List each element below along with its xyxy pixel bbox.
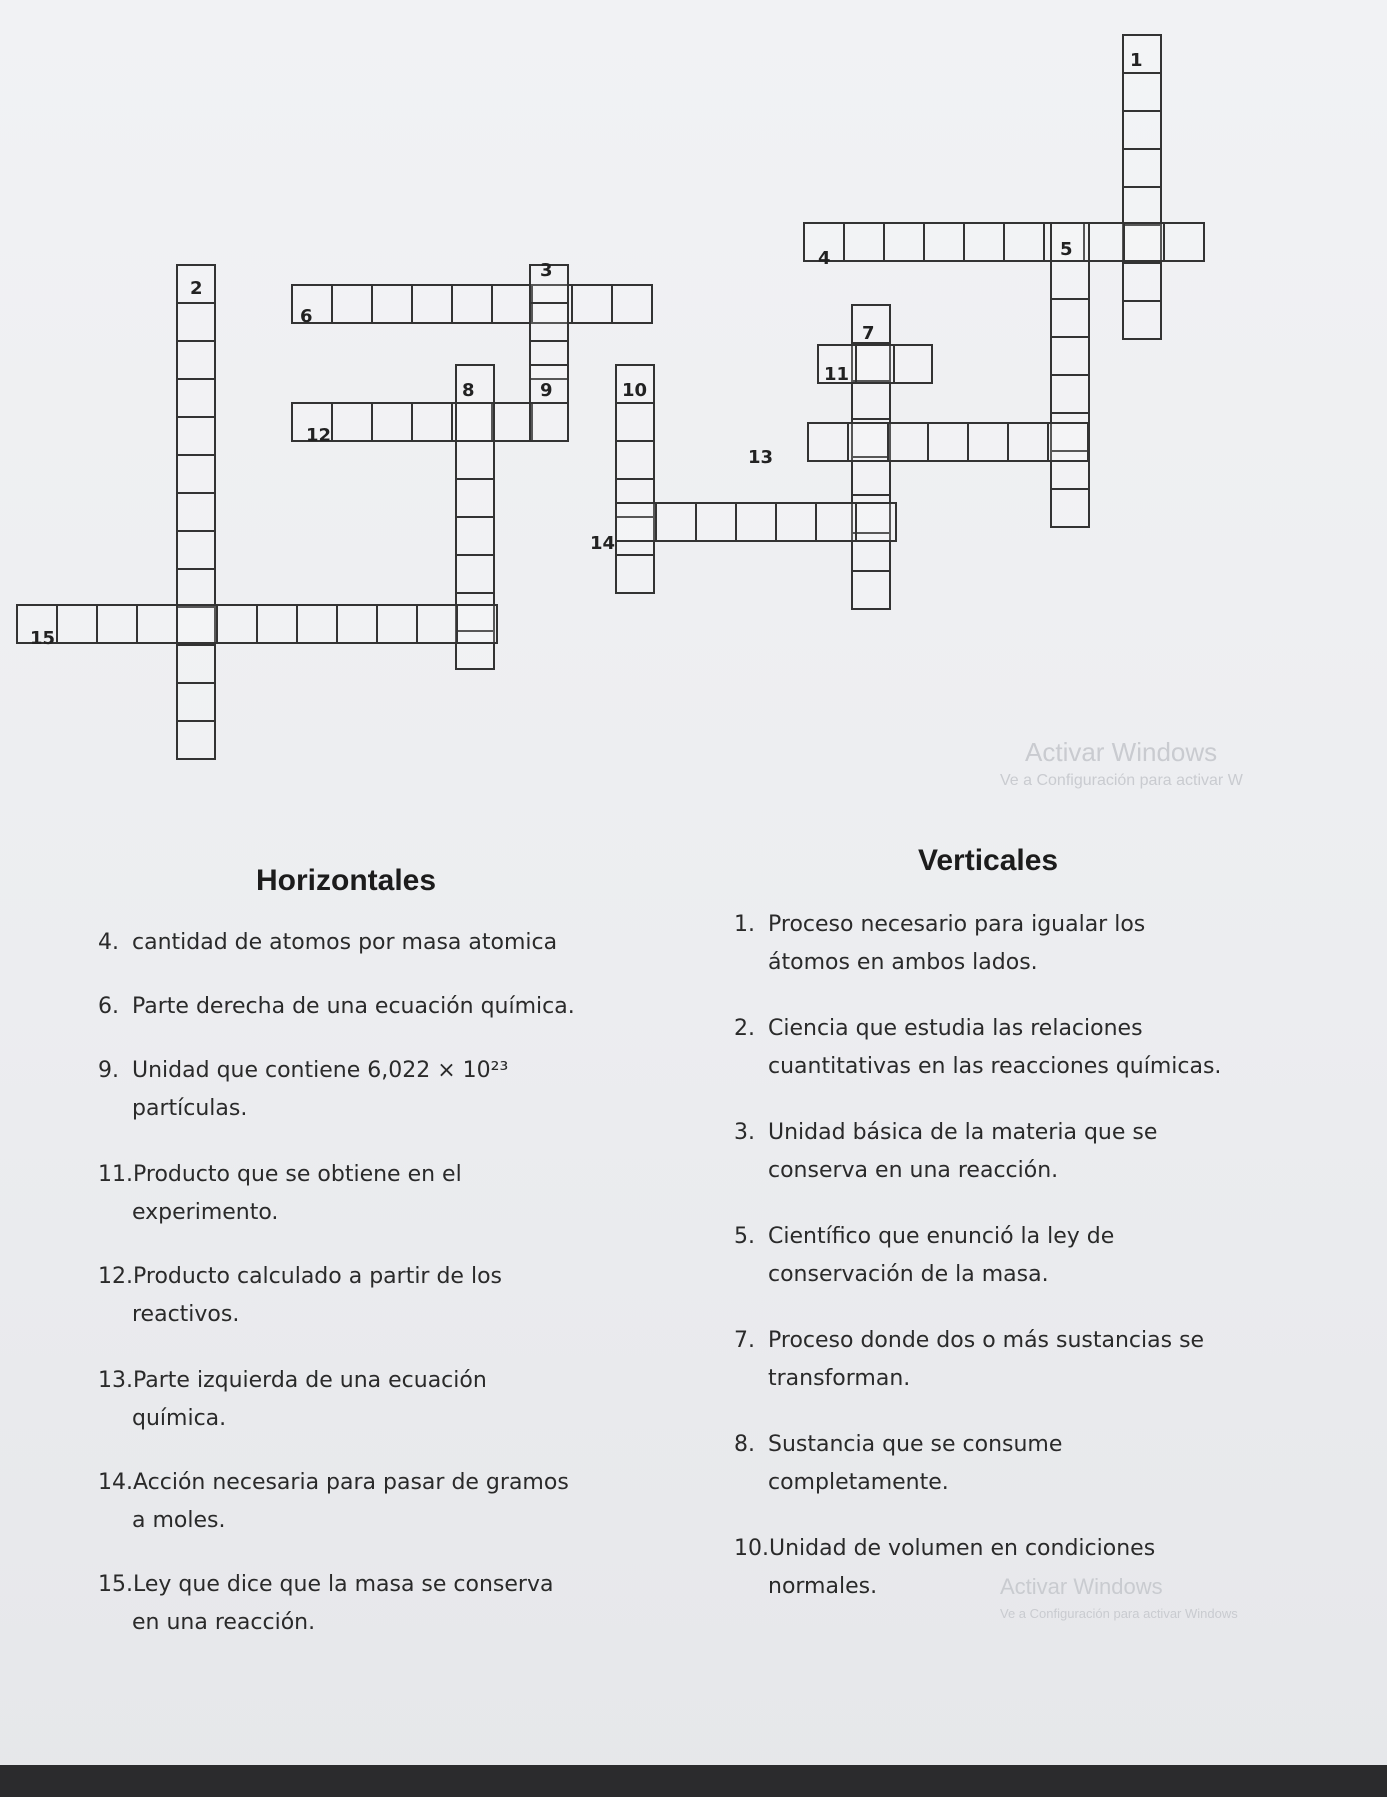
clue-number: 7.: [734, 1328, 755, 1353]
crossword-cell[interactable]: [616, 441, 654, 479]
clue-number-label: 6: [300, 306, 313, 327]
clue-text: átomos en ambos lados.: [768, 950, 1038, 975]
crossword-grid: [0, 0, 1387, 860]
crossword-cell[interactable]: [1004, 223, 1044, 261]
clue-text: Científico que enunció la ley de: [768, 1224, 1115, 1249]
clue-number: 14.: [98, 1470, 133, 1495]
clue-number-label: 7: [862, 323, 875, 344]
crossword-cell[interactable]: [894, 345, 932, 383]
crossword-cell[interactable]: [332, 403, 372, 441]
clue-text: conservación de la masa.: [768, 1262, 1049, 1287]
clue-number-label: 10: [622, 380, 648, 401]
crossword-cell[interactable]: [852, 381, 890, 419]
clue-number: 13.: [98, 1368, 133, 1393]
clue-text: Unidad básica de la materia que se: [768, 1120, 1158, 1145]
windows-watermark-2: [1000, 1574, 1163, 1600]
crossword-cell[interactable]: [177, 645, 215, 683]
crossword-cell[interactable]: [332, 285, 372, 323]
crossword-cell[interactable]: [1051, 337, 1089, 375]
crossword-cell[interactable]: [177, 531, 215, 569]
windows-watermark-sub: [1000, 772, 1243, 790]
crossword-cell[interactable]: [1123, 149, 1161, 187]
crossword-cell[interactable]: [412, 403, 452, 441]
clue-number: 10.: [734, 1536, 769, 1561]
clue-text: reactivos.: [132, 1302, 240, 1327]
crossword-cell[interactable]: [492, 403, 532, 441]
horizontal-clue: [98, 1156, 658, 1232]
windows-watermark-sub-2: [1000, 1606, 1238, 1621]
crossword-cell[interactable]: [457, 605, 497, 643]
clue-text: Proceso necesario para igualar los: [768, 912, 1146, 937]
clue-number-label: 15: [30, 628, 56, 649]
clue-text: Producto calculado a partir de los: [133, 1264, 502, 1289]
crossword-cell[interactable]: [1048, 423, 1088, 461]
clue-number: 9.: [98, 1058, 119, 1083]
clue-text: a moles.: [132, 1508, 226, 1533]
clue-number-label: 9: [540, 380, 553, 401]
clue-text: cantidad de atomos por masa atomica: [132, 930, 558, 955]
crossword-cell[interactable]: [1123, 301, 1161, 339]
horizontal-clue: [98, 988, 658, 1026]
crossword-cell[interactable]: [844, 223, 884, 261]
clue-text: Unidad que contiene 6,022 × 10²³: [132, 1058, 509, 1083]
clue-text: cuantitativas en las reacciones químicas.: [768, 1054, 1222, 1079]
crossword-cell[interactable]: [968, 423, 1008, 461]
crossword-cell[interactable]: [177, 605, 217, 643]
clue-number: 5.: [734, 1224, 755, 1249]
clue-text: Acción necesaria para pasar de gramos: [133, 1470, 569, 1495]
clue-text: normales.: [768, 1574, 878, 1599]
crossword-cell[interactable]: [572, 285, 612, 323]
horizontal-clue: [98, 1052, 658, 1128]
crossword-cell[interactable]: [848, 423, 888, 461]
clue-text: transforman.: [768, 1366, 911, 1391]
crossword-cell[interactable]: [137, 605, 177, 643]
crossword-cell[interactable]: [177, 721, 215, 759]
clue-number-label: 5: [1060, 239, 1073, 260]
clue-text: Unidad de volumen en condiciones: [769, 1536, 1156, 1561]
clue-text: química.: [132, 1406, 227, 1431]
clue-number: 2.: [734, 1016, 755, 1041]
watermark-title-2: Activar Windows: [1000, 1574, 1163, 1599]
clue-number-label: 14: [590, 533, 616, 554]
clue-text: partículas.: [132, 1096, 248, 1121]
crossword-cell[interactable]: [1051, 489, 1089, 527]
crossword-cell[interactable]: [884, 223, 924, 261]
vertical-clue: [734, 1218, 1294, 1294]
vertical-clue: [734, 1426, 1294, 1502]
crossword-cell[interactable]: [372, 403, 412, 441]
crossword-cell[interactable]: [816, 503, 856, 541]
crossword-cell[interactable]: [297, 605, 337, 643]
clue-number-label: 3: [540, 260, 553, 281]
crossword-cell[interactable]: [456, 479, 494, 517]
crossword-cell[interactable]: [1164, 223, 1204, 261]
clue-number-label: 1: [1130, 50, 1143, 71]
crossword-cell[interactable]: [616, 403, 654, 441]
clue-number: 1.: [734, 912, 755, 937]
crossword-cell[interactable]: [530, 403, 568, 441]
clue-text: experimento.: [132, 1200, 279, 1225]
crossword-cell[interactable]: [852, 457, 890, 495]
crossword-cell[interactable]: [696, 503, 736, 541]
crossword-cell[interactable]: [377, 605, 417, 643]
crossword-cell[interactable]: [177, 569, 215, 607]
crossword-cell[interactable]: [57, 605, 97, 643]
crossword-cell[interactable]: [928, 423, 968, 461]
heading-horizontales: Horizontales: [256, 864, 437, 897]
crossword-cell[interactable]: [924, 223, 964, 261]
crossword-cell[interactable]: [776, 503, 816, 541]
crossword-cell[interactable]: [177, 493, 215, 531]
crossword-cell[interactable]: [337, 605, 377, 643]
vertical-clue: [734, 1010, 1294, 1086]
crossword-cell[interactable]: [97, 605, 137, 643]
clue-number-label: 13: [748, 447, 774, 468]
crossword-cell[interactable]: [856, 345, 894, 383]
horizontal-clue: [98, 1566, 658, 1642]
windows-watermark: [1025, 737, 1217, 768]
clue-number: 11.: [98, 1162, 133, 1187]
crossword-cell[interactable]: [456, 441, 494, 479]
crossword-cell[interactable]: [417, 605, 457, 643]
vertical-clue: [734, 906, 1294, 982]
vertical-clue: [734, 1114, 1294, 1190]
clue-text: Parte derecha de una ecuación química.: [132, 994, 575, 1019]
crossword-cell[interactable]: [1123, 263, 1161, 301]
crossword-cell[interactable]: [412, 285, 452, 323]
crossword-cell[interactable]: [372, 285, 412, 323]
clue-text: Sustancia que se consume: [768, 1432, 1063, 1457]
crossword-cell[interactable]: [177, 417, 215, 455]
clue-number: 12.: [98, 1264, 133, 1289]
clue-number-label: 4: [818, 248, 831, 269]
watermark-subtitle-2: Ve a Configuración para activar Windows: [1000, 1606, 1238, 1621]
clue-number: 8.: [734, 1432, 755, 1457]
crossword-cell[interactable]: [177, 341, 215, 379]
clue-text: Proceso donde dos o más sustancias se: [768, 1328, 1205, 1353]
horizontal-clue: [98, 1362, 658, 1438]
crossword-cell[interactable]: [257, 605, 297, 643]
crossword-cell[interactable]: [177, 455, 215, 493]
crossword-cell[interactable]: [616, 555, 654, 593]
crossword-cell[interactable]: [1124, 223, 1164, 261]
crossword-cell[interactable]: [1123, 111, 1161, 149]
clue-text: Ley que dice que la masa se conserva: [133, 1572, 554, 1597]
clue-number: 6.: [98, 994, 119, 1019]
crossword-cell[interactable]: [177, 379, 215, 417]
crossword-cell[interactable]: [452, 285, 492, 323]
crossword-cell[interactable]: [888, 423, 928, 461]
clue-text: Ciencia que estudia las relaciones: [768, 1016, 1143, 1041]
crossword-cell[interactable]: [456, 555, 494, 593]
crossword-cell[interactable]: [1008, 423, 1048, 461]
clue-text: Parte izquierda de una ecuación: [133, 1368, 487, 1393]
heading-verticales: Verticales: [918, 844, 1059, 877]
crossword-cell[interactable]: [656, 503, 696, 541]
crossword-cell[interactable]: [1123, 73, 1161, 111]
clue-text: conserva en una reacción.: [768, 1158, 1059, 1183]
background-edge: [0, 1765, 1387, 1797]
horizontal-clue: [98, 1464, 658, 1540]
crossword-cell[interactable]: [856, 503, 896, 541]
crossword-cell[interactable]: [1051, 261, 1089, 299]
clue-number: 15.: [98, 1572, 133, 1597]
vertical-clue: [734, 1322, 1294, 1398]
crossword-cell[interactable]: [177, 303, 215, 341]
crossword-cell[interactable]: [852, 571, 890, 609]
crossword-cell[interactable]: [456, 403, 494, 441]
crossword-cell[interactable]: [530, 303, 568, 341]
crossword-cell[interactable]: [964, 223, 1004, 261]
clue-text: en una reacción.: [132, 1610, 316, 1635]
clue-number: 4.: [98, 930, 119, 955]
clue-text: completamente.: [768, 1470, 949, 1495]
clue-number-label: 12: [306, 425, 332, 446]
clue-number-label: 11: [824, 364, 850, 385]
crossword-cell[interactable]: [1051, 299, 1089, 337]
clue-text: Producto que se obtiene en el: [133, 1162, 462, 1187]
crossword-cell[interactable]: [1051, 375, 1089, 413]
crossword-cell[interactable]: [736, 503, 776, 541]
crossword-cell[interactable]: [616, 503, 656, 541]
crossword-cell[interactable]: [492, 285, 532, 323]
crossword-cell[interactable]: [1123, 187, 1161, 225]
clue-number: 3.: [734, 1120, 755, 1145]
crossword-cell[interactable]: [456, 517, 494, 555]
watermark-subtitle: Ve a Configuración para activar W: [1000, 772, 1243, 789]
horizontal-clue: [98, 1258, 658, 1334]
crossword-cell[interactable]: [217, 605, 257, 643]
clue-number-label: 8: [462, 380, 475, 401]
crossword-cell[interactable]: [177, 683, 215, 721]
clue-number-label: 2: [190, 278, 203, 299]
crossword-cell[interactable]: [612, 285, 652, 323]
horizontal-clue: [98, 924, 658, 962]
crossword-cell[interactable]: [808, 423, 848, 461]
watermark-title: Activar Windows: [1025, 737, 1218, 767]
